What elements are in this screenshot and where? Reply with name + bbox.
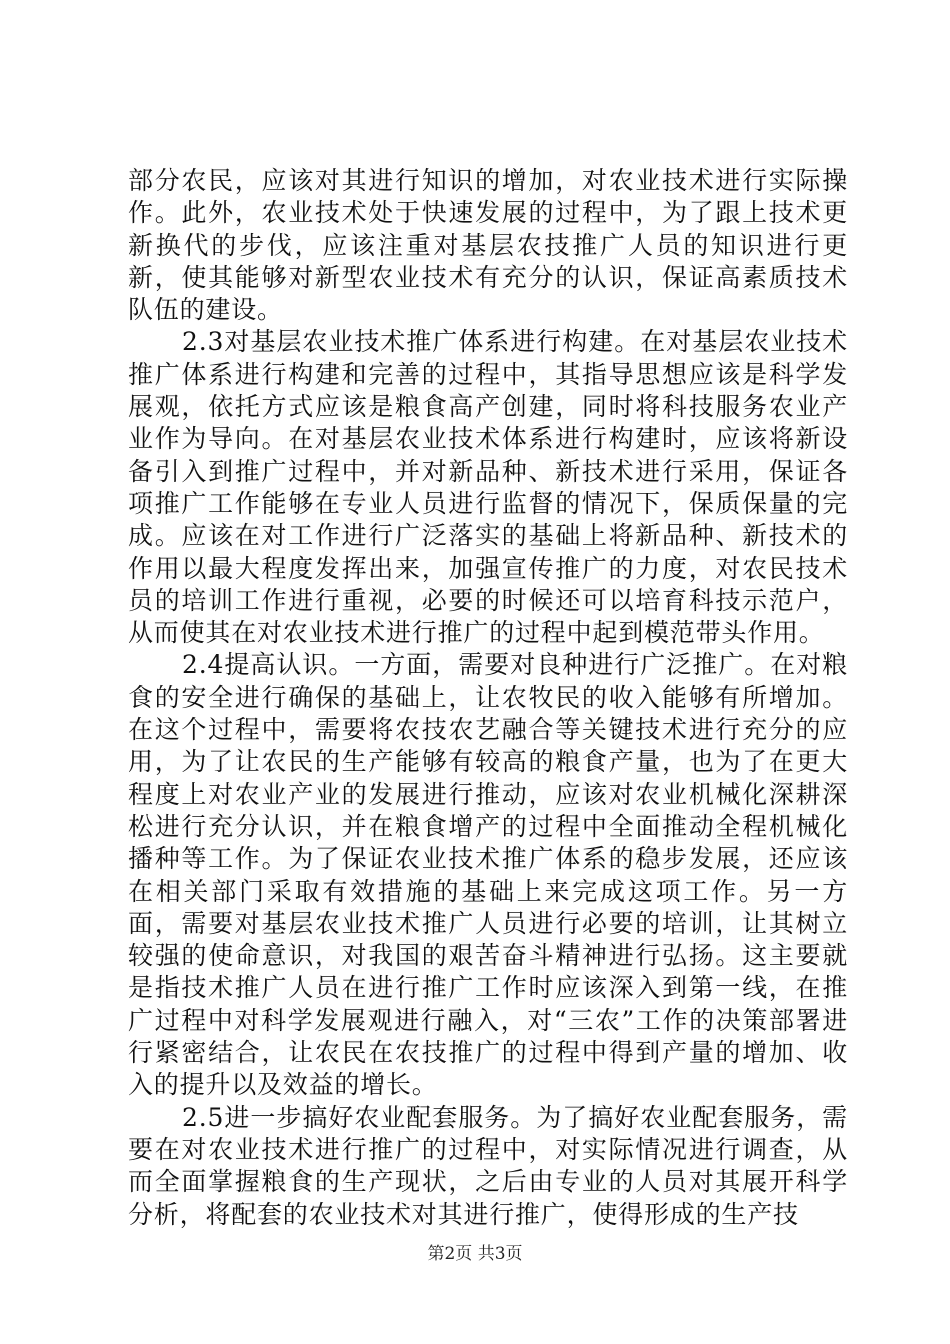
body-text — [128, 165, 848, 1231]
paragraph-section-2-3: 2.3对基层农业技术推广体系进行构建。在对基层农业技术推广体系进行构建和完善的过程中，其指导思想应该是科学发展观，依托方式应该是粮食高产创建，同时将科技服务农业产业作为导向。在对基层农业技术体系进行构建时，应该将新设备引入到推广过程中，并对新品种、新技术进行采用，保证各项推广工作能够在专业人员进行监督的情况下，保质保量的完成。应该在对工作进行广泛落实的基础上将新品种、新技术的作用以最大程度发挥出来，加强宣传推广的力度，对农民技术员的培训工作进行重视，必要的时候还可以培育科技示范户，从而使其在对农业技术进行推广的过程中起到模范带头作用。 — [128, 327, 848, 648]
paragraph-section-2-5: 2.5进一步搞好农业配套服务。为了搞好农业配套服务，需要在对农业技术进行推广的过程中，对实际情况进行调查，从而全面掌握粮食的生产现状，之后由专业的人员对其展开科学分析，将配套的农业技术对其进行推广，使得形成的生产技 — [128, 1102, 848, 1229]
paragraph-section-2-4: 2.4提高认识。一方面，需要对良种进行广泛推广。在对粮食的安全进行确保的基础上，让农牧民的收入能够有所增加。在这个过程中，需要将农技农艺融合等关键技术进行充分的应用，为了让农民的生产能够有较高的粮食产量，也为了在更大程度上对农业产业的发展进行推动，应该对农业机械化深耕深松进行充分认识，并在粮食增产的过程中全面推动全程机械化播种等工作。为了保证农业技术推广体系的稳步发展，还应该在相关部门采取有效措施的基础上来完成这项工作。另一方面，需要对基层农业技术推广人员进行必要的培训，让其树立较强的使命意识，对我国的艰苦奋斗精神进行弘扬。这主要就是指技术推广人员在进行推广工作时应该深入到第一线，在推广过程中对科学发展观进行融入，对“三农”工作的决策部署进行紧密结合，让农民在农技推广的过程中得到产量的增加、收入的提升以及效益的增长。 — [128, 650, 848, 1100]
paragraph-continued: 部分农民，应该对其进行知识的增加，对农业技术进行实际操作。此外，农业技术处于快速发展的过程中，为了跟上技术更新换代的步伐，应该注重对基层农技推广人员的知识进行更新，使其能够对新型农业技术有充分的认识，保证高素质技术队伍的建设。 — [128, 166, 848, 325]
page-footer: 第2页 共3页 — [427, 1244, 523, 1264]
